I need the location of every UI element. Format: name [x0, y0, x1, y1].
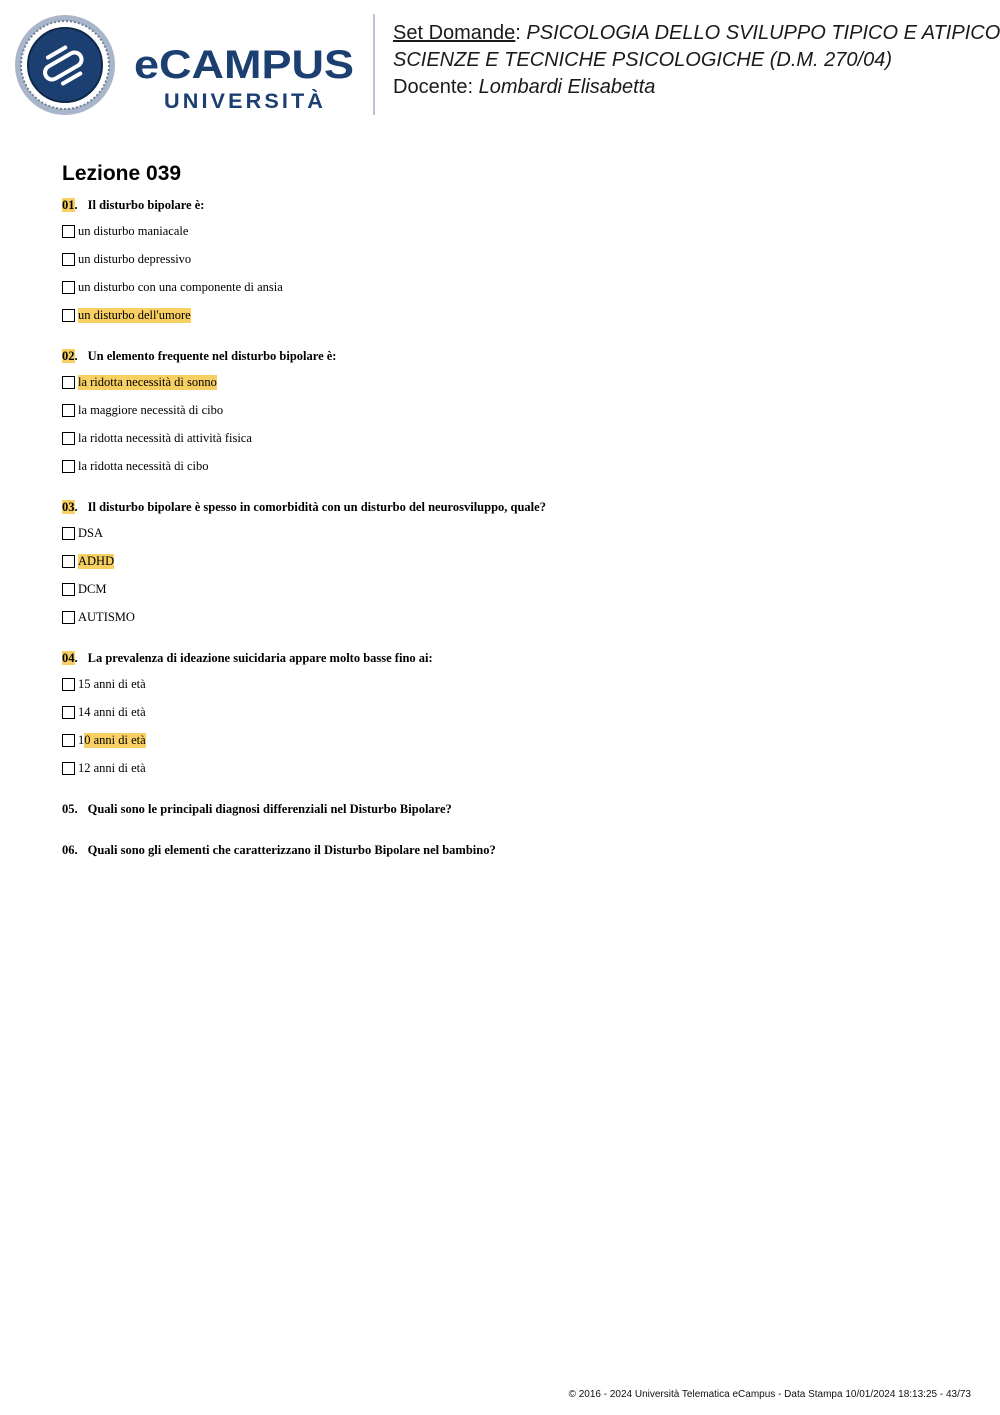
- question-text: 03. Il disturbo bipolare è spesso in comorbidità con un disturbo del neurosviluppo, quale?: [62, 500, 546, 514]
- answer-option[interactable]: la ridotta necessità di attività fisica: [62, 424, 962, 452]
- page-header: [0, 0, 1000, 130]
- answer-option[interactable]: DCM: [62, 575, 962, 603]
- question-prompt: La prevalenza di ideazione suicidaria appare molto basse fino ai:: [87, 651, 433, 665]
- question-prompt: Quali sono le principali diagnosi differenziali nel Disturbo Bipolare?: [87, 802, 452, 816]
- ecampus-seal-logo: [14, 14, 116, 116]
- checkbox[interactable]: [62, 432, 75, 445]
- degree-line: [393, 47, 993, 74]
- course-title: PSICOLOGIA DELLO SVILUPPO TIPICO E ATIPICO: [526, 22, 1000, 44]
- question-prompt: Quali sono gli elementi che caratterizzano il Disturbo Bipolare nel bambino?: [87, 843, 496, 857]
- answer-option[interactable]: 15 anni di età: [62, 670, 962, 698]
- question-01: [62, 196, 962, 329]
- checkbox[interactable]: [62, 583, 75, 596]
- svg-text:UNIVERSITÀ: UNIVERSITÀ: [164, 90, 326, 113]
- question-prompt: Un elemento frequente nel disturbo bipolare è:: [87, 349, 337, 363]
- question-prompt: Il disturbo bipolare è spesso in comorbidità con un disturbo del neurosviluppo, quale?: [87, 500, 546, 514]
- question-number: 03: [62, 500, 75, 514]
- question-number: 04: [62, 651, 75, 665]
- page-footer: © 2016 - 2024 Università Telematica eCampus - Data Stampa 10/01/2024 18:13:25 - 43/73: [568, 1389, 971, 1400]
- course-line: Set Domande: PSICOLOGIA DELLO SVILUPPO TIPICO E ATIPICO: [393, 22, 1000, 44]
- answer-option[interactable]: la ridotta necessità di cibo: [62, 452, 962, 480]
- checkbox[interactable]: [62, 460, 75, 473]
- question-text: 04. La prevalenza di ideazione suicidaria appare molto basse fino ai:: [62, 651, 433, 665]
- question-06: [62, 841, 962, 859]
- teacher-line: Docente: Lombardi Elisabetta: [393, 76, 656, 98]
- answer-option[interactable]: un disturbo con una componente di ansia: [62, 273, 962, 301]
- answer-option[interactable]: un disturbo maniacale: [62, 217, 962, 245]
- question-text: 06. Quali sono gli elementi che caratterizzano il Disturbo Bipolare nel bambino?: [62, 843, 496, 857]
- teacher-name: Lombardi Elisabetta: [478, 76, 656, 98]
- lesson-title: Lezione 039: [62, 162, 182, 185]
- question-number: 05: [62, 802, 75, 816]
- answer-option-correct[interactable]: la ridotta necessità di sonno: [62, 368, 962, 396]
- question-03: [62, 498, 962, 631]
- header-divider: [373, 14, 375, 115]
- question-05: [62, 800, 962, 818]
- checkbox[interactable]: [62, 611, 75, 624]
- question-04: [62, 649, 962, 782]
- question-number: 06: [62, 843, 75, 857]
- answer-option[interactable]: un disturbo depressivo: [62, 245, 962, 273]
- ecampus-wordmark-logo: [134, 44, 356, 114]
- checkbox[interactable]: [62, 225, 75, 238]
- question-text: 02. Un elemento frequente nel disturbo bipolare è:: [62, 349, 337, 363]
- answer-option[interactable]: la maggiore necessità di cibo: [62, 396, 962, 424]
- teacher-label: Docente: [393, 76, 468, 98]
- checkbox[interactable]: [62, 762, 75, 775]
- question-prompt: Il disturbo bipolare è:: [87, 198, 205, 212]
- checkbox[interactable]: [62, 734, 75, 747]
- answer-option[interactable]: DSA: [62, 519, 962, 547]
- checkbox[interactable]: [62, 527, 75, 540]
- question-number: 02: [62, 349, 75, 363]
- question-number: 01: [62, 198, 75, 212]
- checkbox[interactable]: [62, 309, 75, 322]
- answer-option-correct[interactable]: un disturbo dell'umore: [62, 301, 962, 329]
- checkbox[interactable]: [62, 678, 75, 691]
- answer-option[interactable]: 12 anni di età: [62, 754, 962, 782]
- question-02: [62, 347, 962, 480]
- question-text: 05. Quali sono le principali diagnosi differenziali nel Disturbo Bipolare?: [62, 802, 452, 816]
- answer-option-correct[interactable]: ADHD: [62, 547, 962, 575]
- checkbox[interactable]: [62, 706, 75, 719]
- answer-option-correct[interactable]: 1 0 anni di età: [62, 726, 962, 754]
- svg-text:eCAMPUS: eCAMPUS: [134, 44, 354, 87]
- checkbox[interactable]: [62, 404, 75, 417]
- degree-title: SCIENZE E TECNICHE PSICOLOGICHE (D.M. 270/04): [393, 49, 892, 71]
- question-text: 01. Il disturbo bipolare è:: [62, 198, 205, 212]
- set-label: Set Domande: [393, 22, 516, 44]
- checkbox[interactable]: [62, 555, 75, 568]
- checkbox[interactable]: [62, 376, 75, 389]
- course-info: [393, 20, 1000, 101]
- answer-option[interactable]: 14 anni di età: [62, 698, 962, 726]
- answer-option[interactable]: AUTISMO: [62, 603, 962, 631]
- checkbox[interactable]: [62, 281, 75, 294]
- checkbox[interactable]: [62, 253, 75, 266]
